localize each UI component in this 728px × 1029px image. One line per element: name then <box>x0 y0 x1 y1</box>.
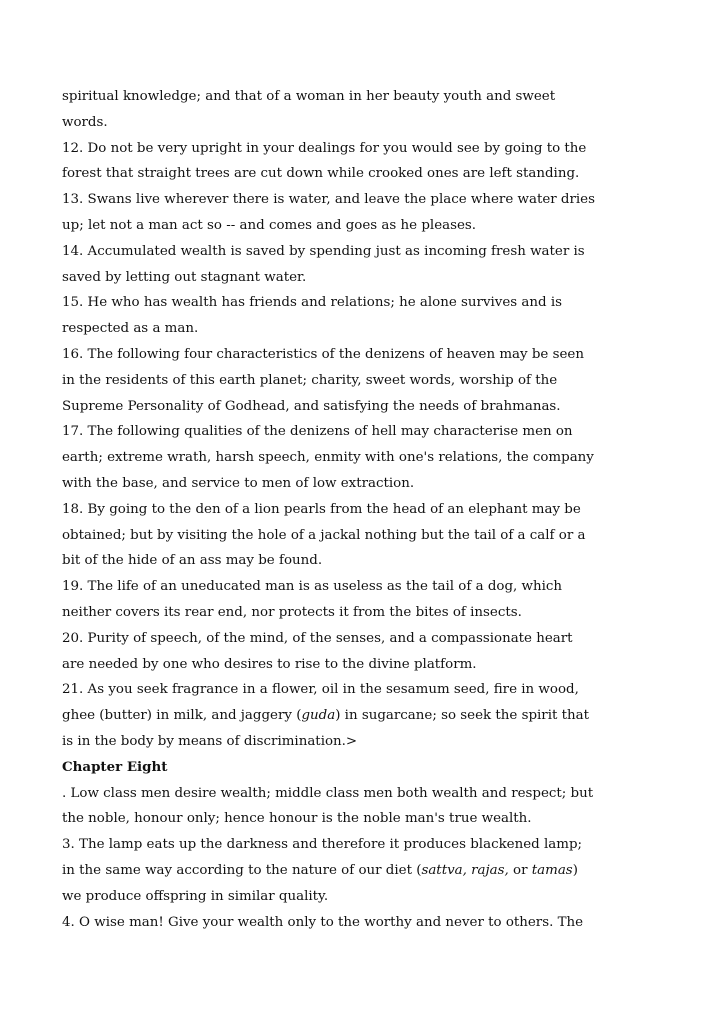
document-page <box>62 84 662 935</box>
italic-term: tamas <box>531 862 573 878</box>
text-line: saved by letting out stagnant water. <box>62 269 307 285</box>
text-line: respected as a man. <box>62 321 199 337</box>
text-line: neither covers its rear end, nor protects it from the bites of insects. <box>62 604 522 620</box>
text-line: 18. By going to the den of a lion pearls from the head of an elephant may be <box>62 501 581 517</box>
text-line: Supreme Personality of Godhead, and satisfying the needs of brahmanas. <box>62 398 561 414</box>
text-line: obtained; but by visiting the hole of a jackal nothing but the tail of a calf or a <box>62 527 586 543</box>
text-line <box>62 703 662 729</box>
text-line: the noble, honour only; hence honour is the noble man's true wealth. <box>62 811 532 827</box>
text-line: bit of the hide of an ass may be found. <box>62 553 323 569</box>
text-line: in the residents of this earth planet; charity, sweet words, worship of the <box>62 372 558 388</box>
text-line: are needed by one who desires to rise to the divine platform. <box>62 656 477 672</box>
text-line: 12. Do not be very upright in your dealings for you would see by going to the <box>62 140 587 156</box>
text-line: spiritual knowledge; and that of a woman in her beauty youth and sweet <box>62 89 556 104</box>
text-line: 13. Swans live wherever there is water, and leave the place where water dries <box>62 192 595 208</box>
italic-term: guda <box>301 708 336 724</box>
text-line: 4. O wise man! Give your wealth only to the worthy and never to others. The <box>62 914 584 930</box>
chapter-heading: Chapter Eight <box>62 758 168 775</box>
text-line: 21. As you seek fragrance in a flower, oil in the sesamum seed, fire in wood, <box>62 682 579 698</box>
text-line: 3. The lamp eats up the darkness and therefore it produces blackened lamp; <box>62 837 583 853</box>
text-span: ghee (butter) in milk, and jaggery ( <box>62 708 302 724</box>
text-line: words. <box>62 114 108 130</box>
italic-term: sattva, rajas, <box>421 862 509 878</box>
text-line: 15. He who has wealth has friends and relations; he alone survives and is <box>62 295 562 311</box>
text-span: ) in sugarcane; so seek the spirit that <box>335 708 589 724</box>
text-line: 19. The life of an uneducated man is as useless as the tail of a dog, which <box>62 579 563 595</box>
text-line: earth; extreme wrath, harsh speech, enmity with one's relations, the company <box>62 450 594 466</box>
text-line: 20. Purity of speech, of the mind, of the senses, and a compassionate heart <box>62 630 573 646</box>
text-span: or <box>508 862 532 878</box>
text-line: we produce offspring in similar quality. <box>62 888 329 904</box>
text-span: in the same way according to the nature of our diet ( <box>62 862 422 878</box>
text-line: 16. The following four characteristics of the denizens of heaven may be seen <box>62 346 584 362</box>
text-line: with the base, and service to men of low extraction. <box>62 475 415 491</box>
text-line: forest that straight trees are cut down while crooked ones are left standing. <box>62 166 580 182</box>
text-line: 14. Accumulated wealth is saved by spending just as incoming fresh water is <box>62 243 585 259</box>
text-span: ) <box>572 862 578 878</box>
text-line <box>62 858 662 884</box>
text-line: is in the body by means of discrimination.> <box>62 733 358 749</box>
text-line: up; let not a man act so -- and comes and goes as he pleases. <box>62 217 477 233</box>
text-line: 17. The following qualities of the denizens of hell may characterise men on <box>62 424 573 440</box>
text-line: . Low class men desire wealth; middle class men both wealth and respect; but <box>62 785 594 801</box>
